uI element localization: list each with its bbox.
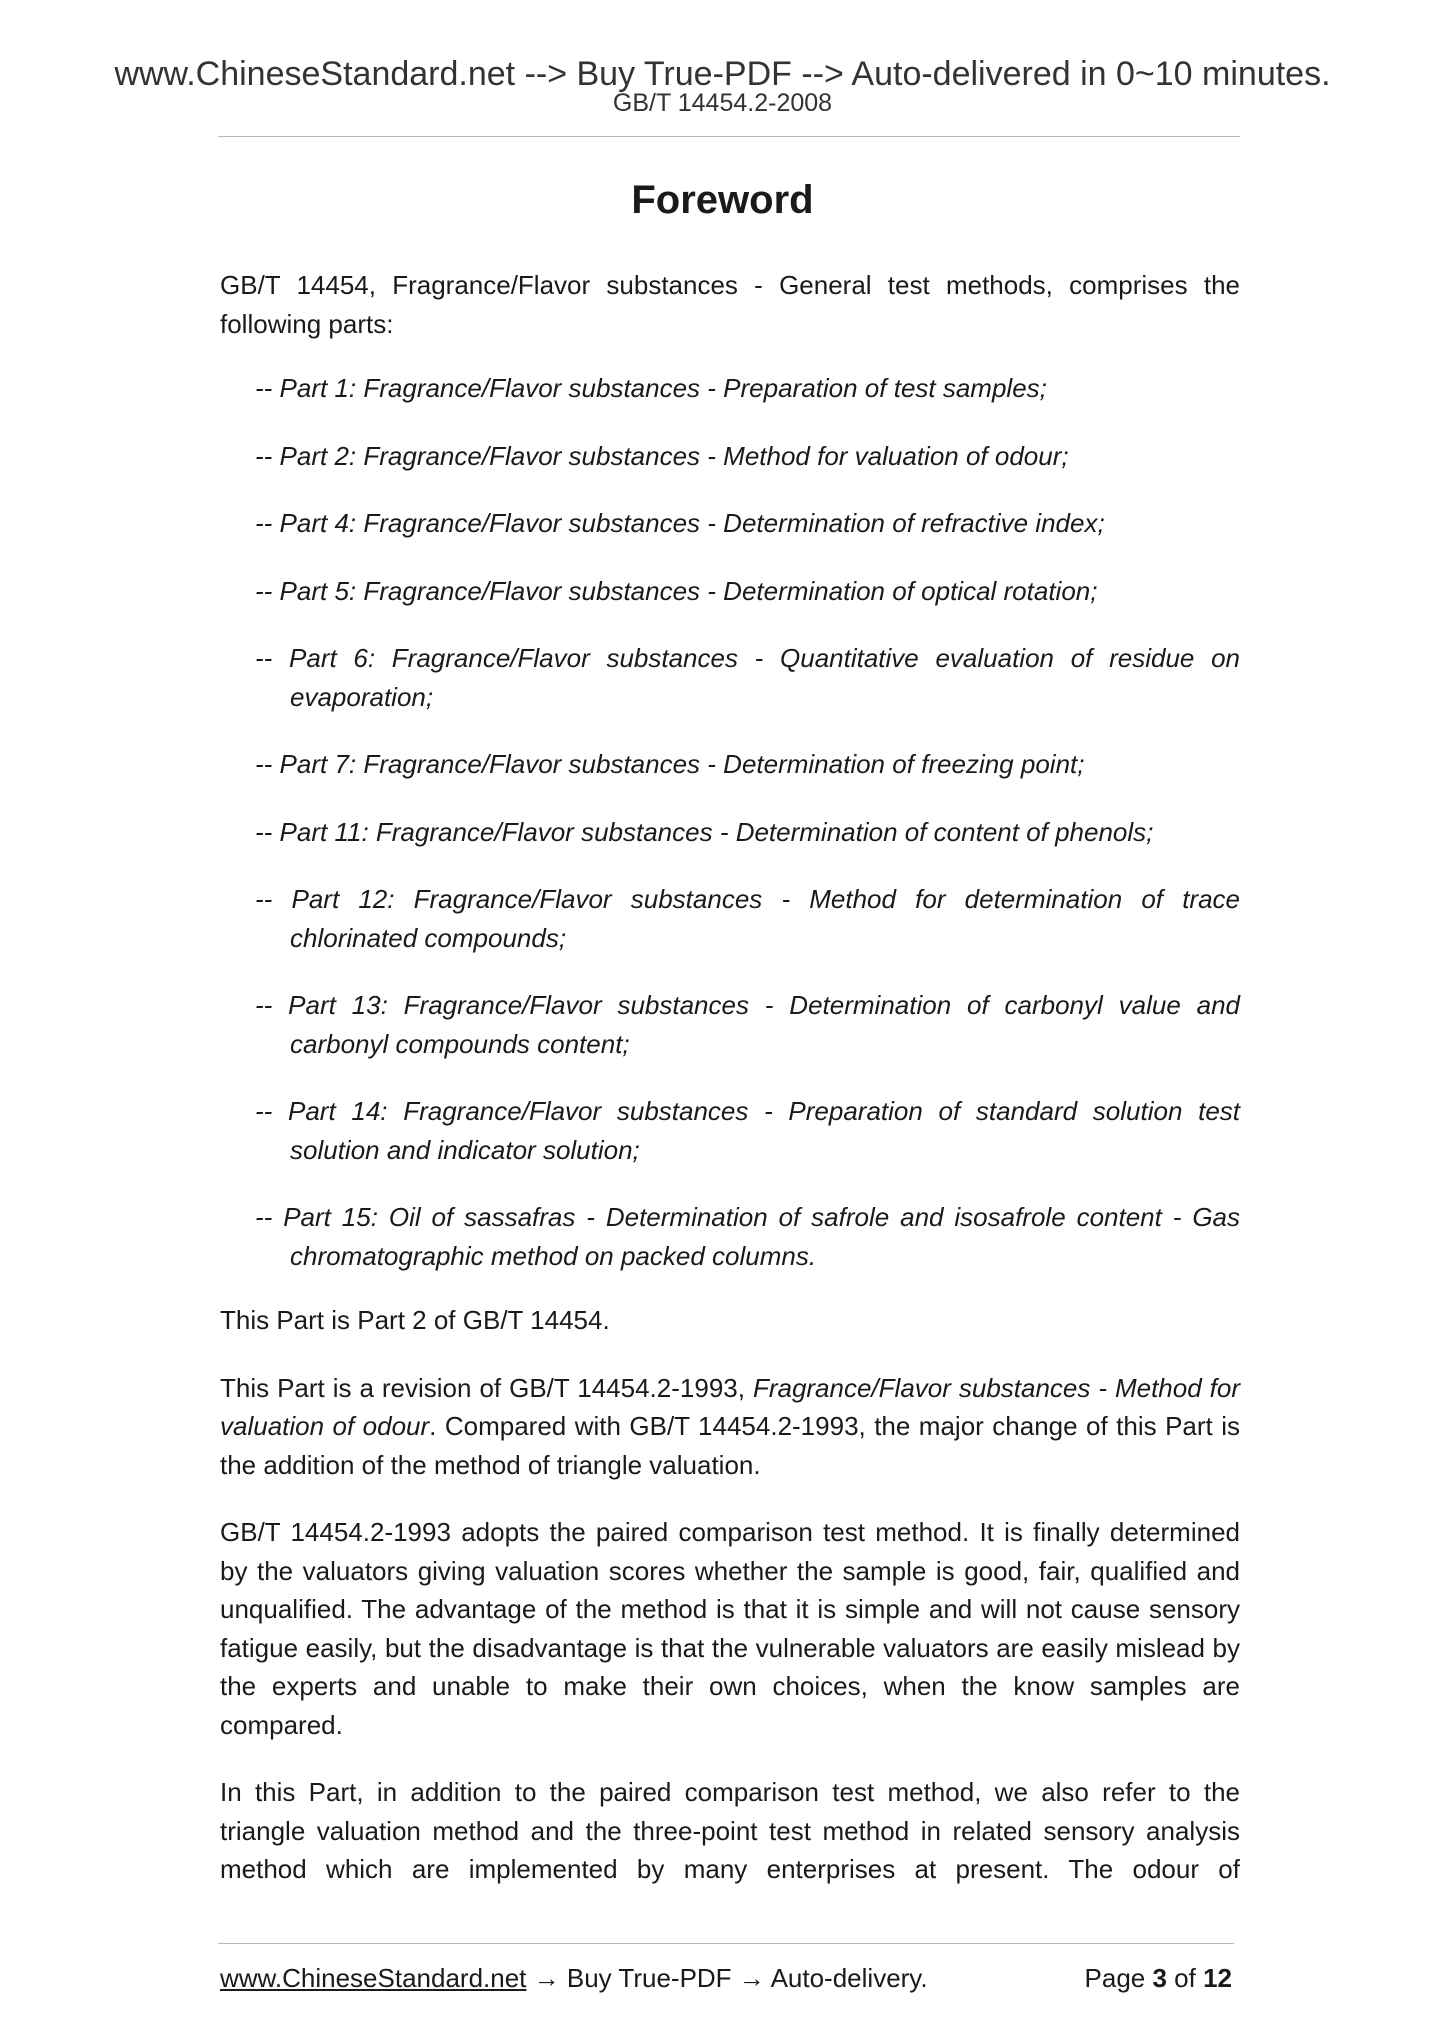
revision-prefix: This Part is a revision of GB/T 14454.2-1993, bbox=[220, 1372, 753, 1403]
document-id: GB/T 14454.2-2008 bbox=[612, 89, 833, 117]
page-of: of bbox=[1166, 1963, 1204, 1993]
addition-paragraph: In this Part, in addition to the paired comparison test method, we also refer to the triangle valuation method and the three-point test method in related sensory analysis method which are implemented by many enterprises at present. The odour of bbox=[220, 1777, 1240, 1884]
part-list-item: -- Part 15: Oil of sassafras - Determination of safrole and isosafrole content - Gas chromatographic method on packed columns. bbox=[255, 1202, 1240, 1271]
header-divider bbox=[218, 136, 1240, 137]
part-list-item: -- Part 11: Fragrance/Flavor substances - Determination of content of phenols; bbox=[255, 816, 1154, 847]
intro-paragraph: GB/T 14454, Fragrance/Flavor substances - General test methods, comprises the following parts: bbox=[220, 270, 1240, 339]
part-list-item: -- Part 7: Fragrance/Flavor substances - Determination of freezing point; bbox=[255, 749, 1085, 779]
footer-site-link[interactable]: www.ChineseStandard.net bbox=[220, 1963, 527, 1993]
part-list-item: -- Part 13: Fragrance/Flavor substances - Determination of carbonyl value and carbonyl compounds content; bbox=[255, 990, 1240, 1059]
footer-divider bbox=[218, 1943, 1234, 1944]
part-statement: This Part is Part 2 of GB/T 14454. bbox=[220, 1305, 610, 1335]
page-footer bbox=[220, 1962, 1232, 1994]
page-label: Page bbox=[1084, 1963, 1153, 1993]
part-list-item: -- Part 1: Fragrance/Flavor substances - Preparation of test samples; bbox=[255, 373, 1047, 403]
site-banner: www.ChineseStandard.net --> Buy True-PDF --> Auto-delivered in 0~10 minutes. bbox=[114, 55, 1331, 93]
part-list-item: -- Part 4: Fragrance/Flavor substances - Determination of refractive index; bbox=[255, 508, 1105, 538]
part-list-item: -- Part 2: Fragrance/Flavor substances - Method for valuation of odour; bbox=[255, 440, 1069, 471]
part-list-item: -- Part 5: Fragrance/Flavor substances - Determination of optical rotation; bbox=[255, 575, 1098, 606]
document-body bbox=[220, 266, 1240, 1918]
part-list-item: -- Part 14: Fragrance/Flavor substances - Preparation of standard solution test solution and indicator solution; bbox=[255, 1096, 1240, 1165]
paired-comparison-paragraph: GB/T 14454.2-1993 adopts the paired comparison test method. It is finally determined by the valuators giving valuation scores whether the sample is good, fair, qualified and unqualified. The advantage of the method is that it is simple and will not cause sensory fatigue easily, but the disadvantage is that the vulnerable valuators are easily mislead by the experts and unable to make their own choices, when the know samples are compared. bbox=[220, 1517, 1240, 1740]
page-number bbox=[1085, 1962, 1232, 1994]
revision-title: Fragrance/Flavor substances - Method for valuation of odour bbox=[220, 1372, 1240, 1441]
part-list-item: -- Part 6: Fragrance/Flavor substances - Quantitative evaluation of residue on evaporation; bbox=[255, 643, 1240, 712]
revision-suffix: . Compared with GB/T 14454.2-1993, the major change of this Part is the addition of the method of triangle valuation. bbox=[220, 1411, 1240, 1480]
page-total: 12 bbox=[1203, 1963, 1232, 1993]
part-list-item: -- Part 12: Fragrance/Flavor substances - Method for determination of trace chlorinated compounds; bbox=[255, 884, 1240, 953]
page-title: Foreword bbox=[631, 178, 814, 222]
revision-paragraph bbox=[220, 1369, 1240, 1485]
footer-trail: → Buy True-PDF → Auto-delivery. bbox=[526, 1963, 928, 1993]
page-current: 3 bbox=[1152, 1963, 1167, 1993]
